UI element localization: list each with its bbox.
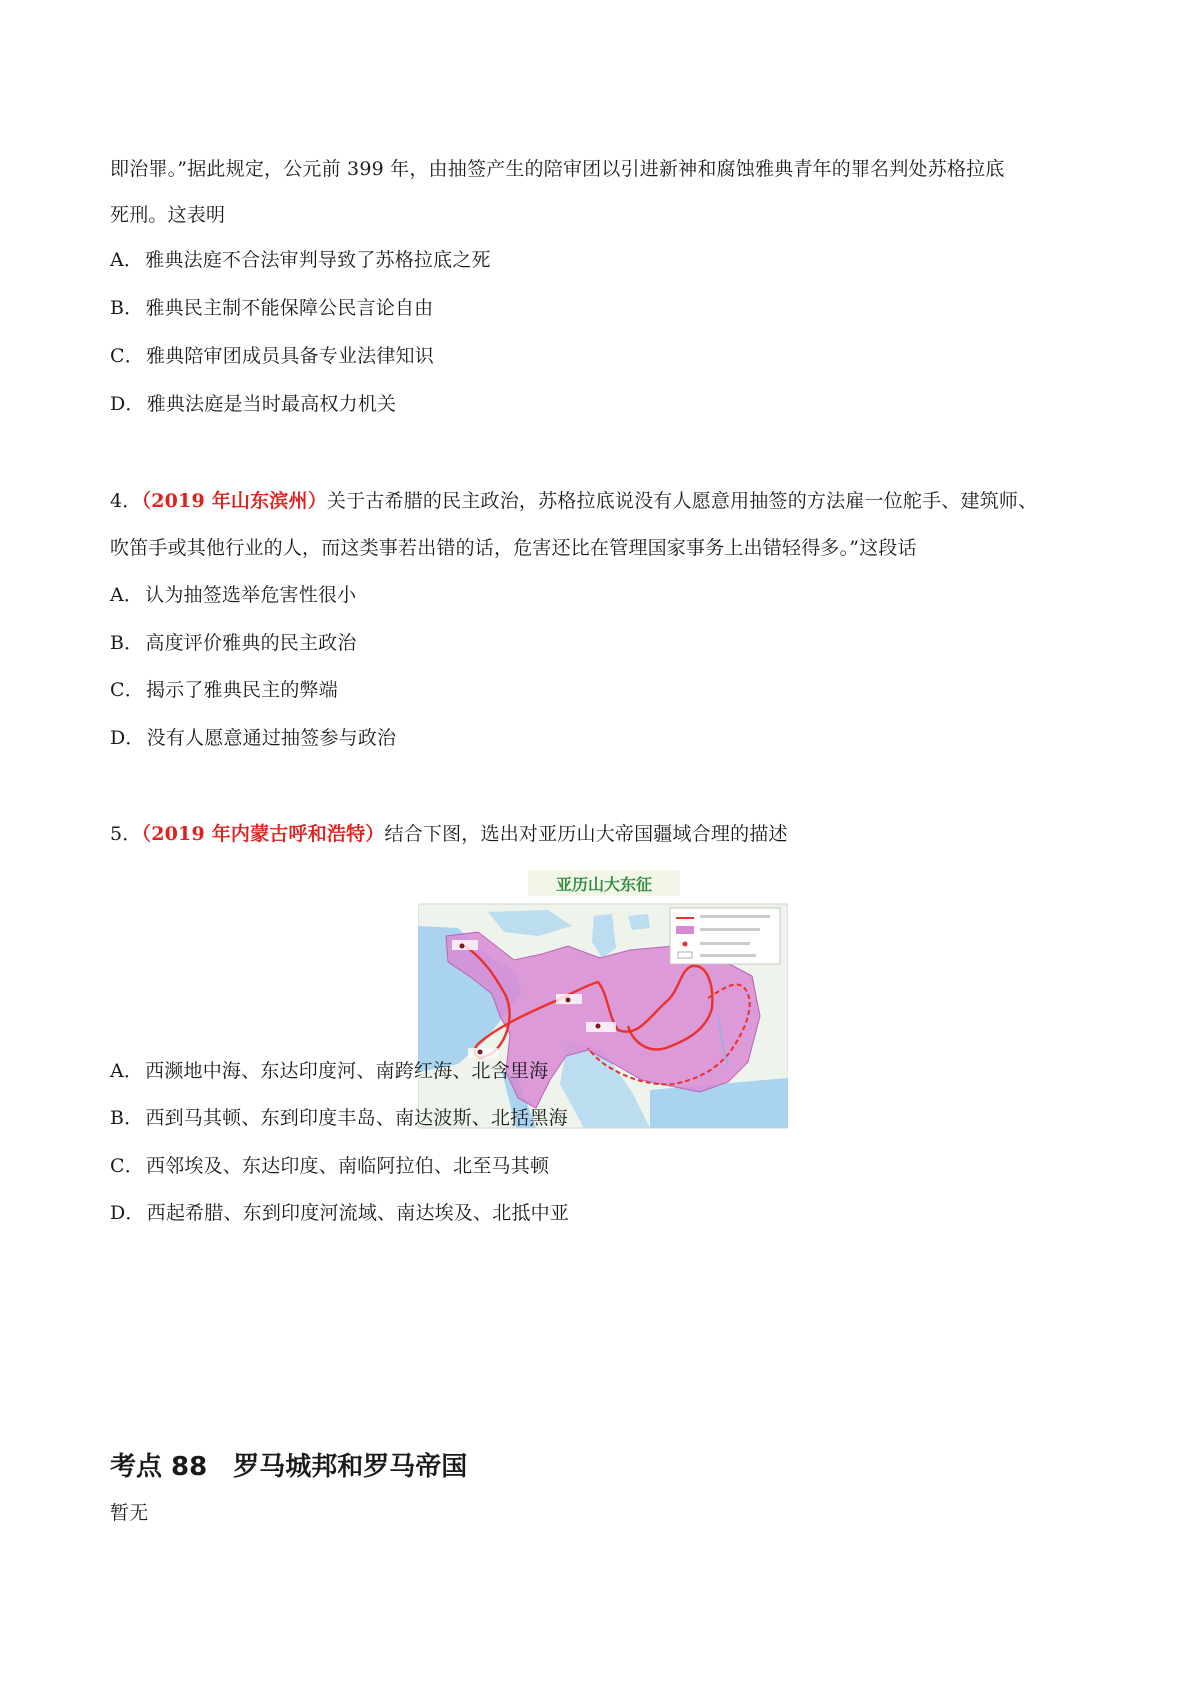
option-letter: D． <box>110 393 145 415</box>
q4-number: 4． <box>110 490 142 512</box>
option-letter: A． <box>110 584 144 606</box>
option-text: 西起希腊、东到印度河流域、南达埃及、北抵中亚 <box>146 1202 570 1224</box>
city-marker <box>596 1024 601 1029</box>
alexander-campaign-map <box>418 866 788 1130</box>
q5-text: 结合下图，选出对亚历山大帝国疆域合理的描述 <box>384 823 788 845</box>
option-letter: D． <box>110 1202 145 1224</box>
option-text: 雅典法庭是当时最高权力机关 <box>146 393 397 415</box>
q5-option-b <box>110 1105 568 1131</box>
option-text: 揭示了雅典民主的弊端 <box>145 679 338 701</box>
q3-option-b <box>110 295 433 321</box>
option-letter: B． <box>110 1107 144 1129</box>
option-letter: D． <box>110 727 145 749</box>
q4-option-c <box>110 677 338 703</box>
q4-option-b <box>110 630 357 656</box>
option-text: 西濒地中海、东达印度河、南跨红海、北含里海 <box>145 1060 549 1082</box>
option-text: 西邻埃及、东达印度、南临阿拉伯、北至马其顿 <box>145 1155 550 1177</box>
q3-option-d <box>110 391 396 417</box>
map-svg <box>418 866 788 1130</box>
q5-number: 5． <box>110 823 142 845</box>
q4-text: 关于古希腊的民主政治，苏格拉底说没有人愿意用抽签的方法雇一位舵手、建筑师、 <box>326 490 1038 512</box>
option-letter: C． <box>110 679 144 701</box>
q3-option-c <box>110 343 434 369</box>
q5-option-d <box>110 1200 569 1226</box>
option-text: 认为抽签选举危害性很小 <box>145 584 357 606</box>
option-text: 没有人愿意通过抽签参与政治 <box>146 727 397 749</box>
map-title: 亚历山大东征 <box>555 875 653 894</box>
city-label-box <box>468 1048 498 1058</box>
legend-text-placeholder <box>700 915 770 918</box>
q4-option-d <box>110 725 396 751</box>
option-text: 雅典法庭不合法审判导致了苏格拉底之死 <box>145 249 491 271</box>
option-letter: C． <box>110 1155 144 1177</box>
q3-stem-line2: 死刑。这表明 <box>110 204 226 226</box>
q4-option-a <box>110 582 356 608</box>
option-letter: B． <box>110 297 144 319</box>
q4-stem-line2: 吹笛手或其他行业的人，而这类事若出错的话，危害还比在管理国家事务上出错轻得多。”这段话 <box>110 537 917 559</box>
legend-text-placeholder <box>700 942 750 945</box>
legend-battle-marker <box>683 942 688 947</box>
q4-source: （2019 年山东滨州） <box>141 490 327 512</box>
option-letter: C． <box>110 345 144 367</box>
section-heading <box>110 1446 467 1483</box>
option-letter: B． <box>110 632 144 654</box>
city-marker <box>478 1050 483 1055</box>
city-label-box <box>452 940 478 950</box>
city-label-box <box>586 1022 616 1032</box>
option-text: 雅典民主制不能保障公民言论自由 <box>145 297 434 319</box>
city-marker <box>460 944 465 949</box>
legend-empire-swatch <box>676 926 694 934</box>
q5-source: （2019 年内蒙古呼和浩特） <box>141 823 385 845</box>
section-body: 暂无 <box>110 1502 149 1524</box>
city-marker <box>566 998 571 1003</box>
section-label: 考点 88 <box>110 1452 208 1482</box>
legend-text-placeholder <box>700 928 760 931</box>
q5-option-a <box>110 1058 548 1084</box>
q3-stem-line1: 即治罪。”据此规定，公元前 399 年，由抽签产生的陪审团以引进新神和腐蚀雅典青年的罪名判处苏格拉底 <box>110 158 1005 180</box>
q5-option-c <box>110 1153 549 1179</box>
option-text: 高度评价雅典的民主政治 <box>145 632 357 654</box>
section-title: 罗马城邦和罗马帝国 <box>233 1452 468 1482</box>
option-text: 雅典陪审团成员具备专业法律知识 <box>145 345 434 367</box>
option-letter: A． <box>110 249 144 271</box>
option-letter: A． <box>110 1060 144 1082</box>
legend-text-placeholder <box>700 954 756 957</box>
q5-stem-line1 <box>110 821 788 847</box>
option-text: 西到马其顿、东到印度丰岛、南达波斯、北括黑海 <box>145 1107 568 1129</box>
q3-option-a <box>110 247 491 273</box>
q4-stem-line1 <box>110 488 1037 514</box>
